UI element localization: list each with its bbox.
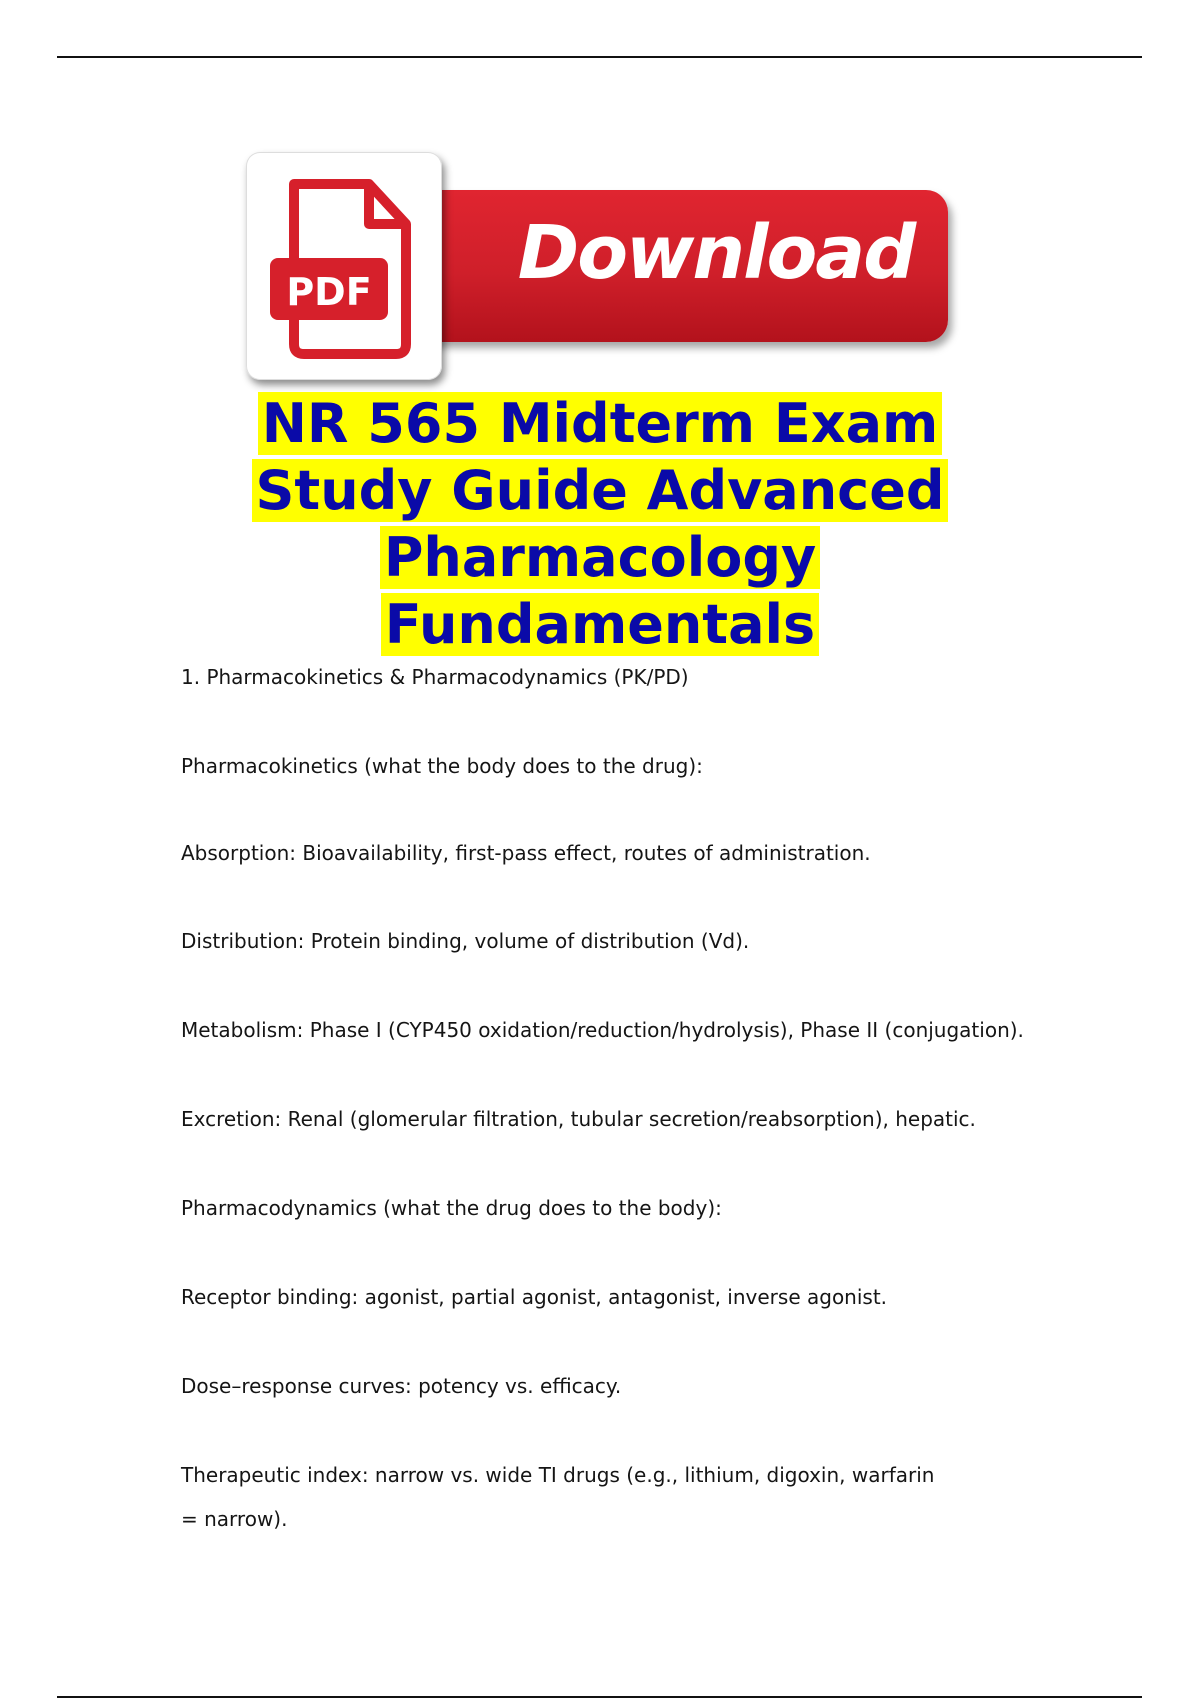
paragraph: Metabolism: Phase I (CYP450 oxidation/reduction/hydrolysis), Phase II (conjugation). [181, 1018, 1024, 1042]
bottom-rule [57, 1696, 1142, 1698]
pdf-badge-text: PDF [286, 270, 372, 314]
paragraph: Pharmacodynamics (what the drug does to the body): [181, 1196, 722, 1220]
title-line: Fundamentals [100, 591, 1100, 658]
paragraph: Excretion: Renal (glomerular filtration, tubular secretion/reabsorption), hepatic. [181, 1107, 976, 1131]
title-line: Pharmacology [100, 524, 1100, 591]
title-line: Study Guide Advanced [100, 457, 1100, 524]
title-line: NR 565 Midterm Exam [100, 390, 1100, 457]
paragraph: Pharmacokinetics (what the body does to the drug): [181, 754, 703, 778]
paragraph: Dose–response curves: potency vs. efficacy. [181, 1374, 622, 1398]
top-rule [57, 56, 1142, 58]
section-heading: 1. Pharmacokinetics & Pharmacodynamics (PK/PD) [181, 665, 689, 689]
paragraph: Therapeutic index: narrow vs. wide TI drugs (e.g., lithium, digoxin, warfarin = narrow). [181, 1463, 935, 1531]
paragraph: Receptor binding: agonist, partial agonist, antagonist, inverse agonist. [181, 1285, 888, 1309]
download-banner[interactable] [246, 152, 958, 384]
download-button-label: Download [517, 210, 915, 296]
pdf-tile [246, 152, 442, 380]
paragraph: Distribution: Protein binding, volume of distribution (Vd). [181, 929, 750, 953]
paragraph: Absorption: Bioavailability, first-pass effect, routes of administration. [181, 841, 871, 865]
pdf-file-icon [264, 174, 424, 364]
document-title [100, 390, 1100, 658]
